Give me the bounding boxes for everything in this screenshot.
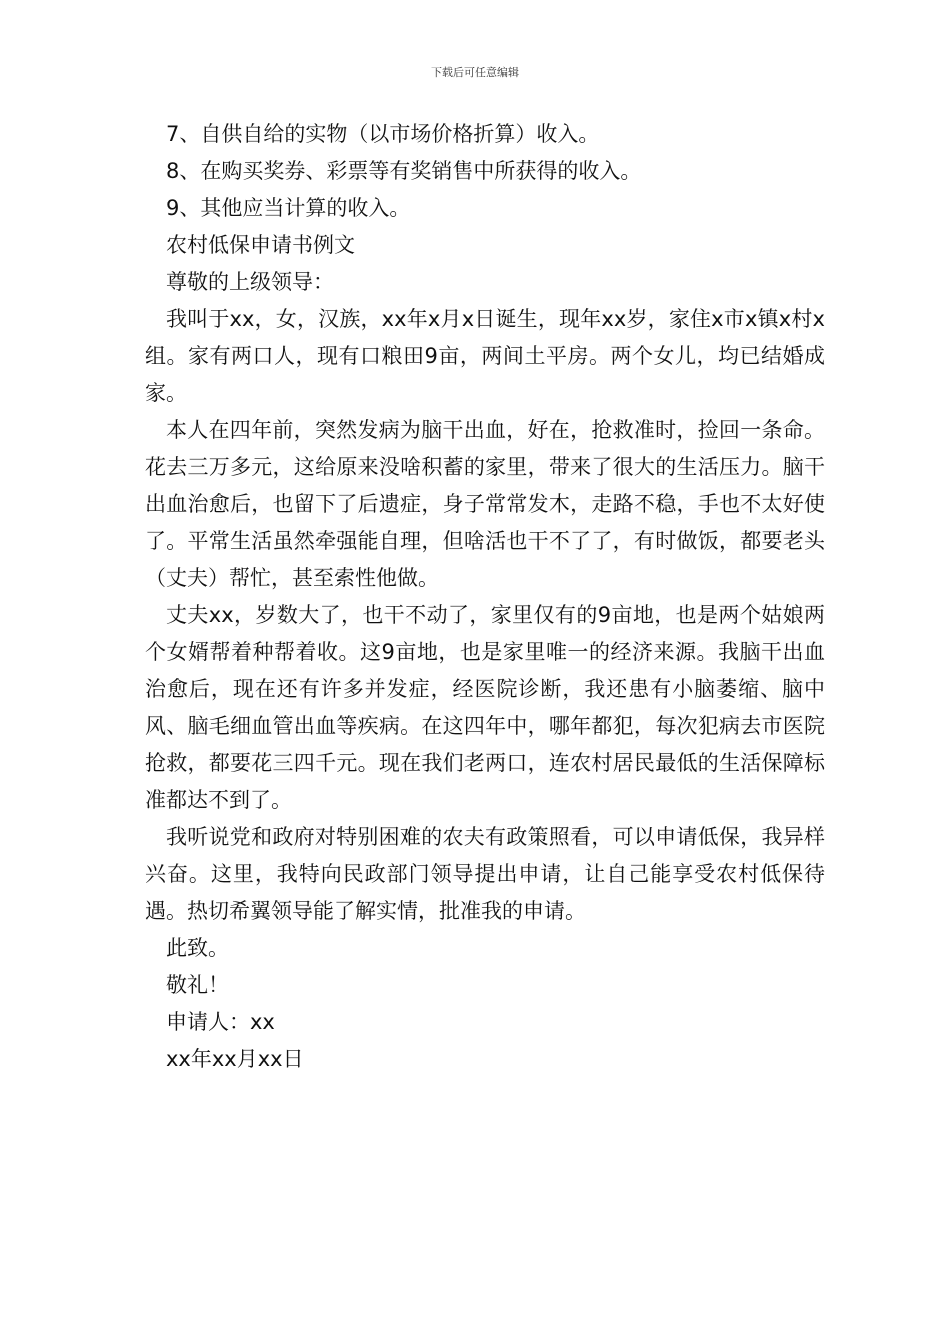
list-item: 7、自供自给的实物（以市场价格折算）收入。 bbox=[166, 122, 600, 146]
applicant-signature: 申请人：xx bbox=[166, 1010, 275, 1034]
body-paragraph: 丈夫xx，岁数大了，也干不动了，家里仅有的9亩地，也是两个姑娘两个女婿帮着种帮着收。这9亩地，也是家里唯一的经济来源。我脑干出血治愈后，现在还有许多并发症，经医院诊断，我还患有小脑萎缩、脑中风、脑毛细血管出血等疾病。在这四年中，哪年都犯，每次犯病去市医院抢救，都要花三四千元。现在我们老两口，连农村居民最低的生活保障标准都达不到了。 bbox=[145, 603, 825, 812]
document-body bbox=[145, 116, 825, 1078]
page-header-note: 下载后可任意编辑 bbox=[431, 66, 519, 79]
list-item: 8、在购买奖券、彩票等有奖销售中所获得的收入。 bbox=[166, 159, 642, 183]
closing: 此致。 bbox=[166, 936, 229, 960]
document-title: 农村低保申请书例文 bbox=[166, 233, 355, 257]
regards: 敬礼！ bbox=[166, 973, 229, 997]
salutation: 尊敬的上级领导： bbox=[166, 270, 334, 294]
document-date: xx年xx月xx日 bbox=[166, 1047, 304, 1071]
body-paragraph: 我听说党和政府对特别困难的农夫有政策照看，可以申请低保，我异样兴奋。这里，我特向民政部门领导提出申请，让自己能享受农村低保待遇。热切希翼领导能了解实情，批准我的申请。 bbox=[145, 825, 825, 923]
body-paragraph: 我叫于xx，女，汉族，xx年x月x日诞生，现年xx岁，家住x市x镇x村x组。家有两口人，现有口粮田9亩，两间土平房。两个女儿，均已结婚成家。 bbox=[145, 307, 825, 405]
list-item: 9、其他应当计算的收入。 bbox=[166, 196, 411, 220]
body-paragraph: 本人在四年前，突然发病为脑干出血，好在，抢救准时，捡回一条命。花去三万多元，这给原来没啥积蓄的家里，带来了很大的生活压力。脑干出血治愈后，也留下了后遗症，身子常常发木，走路不稳，手也不太好使了。平常生活虽然牵强能自理，但啥活也干不了了，有时做饭，都要老头（丈夫）帮忙，甚至索性他做。 bbox=[145, 418, 825, 590]
